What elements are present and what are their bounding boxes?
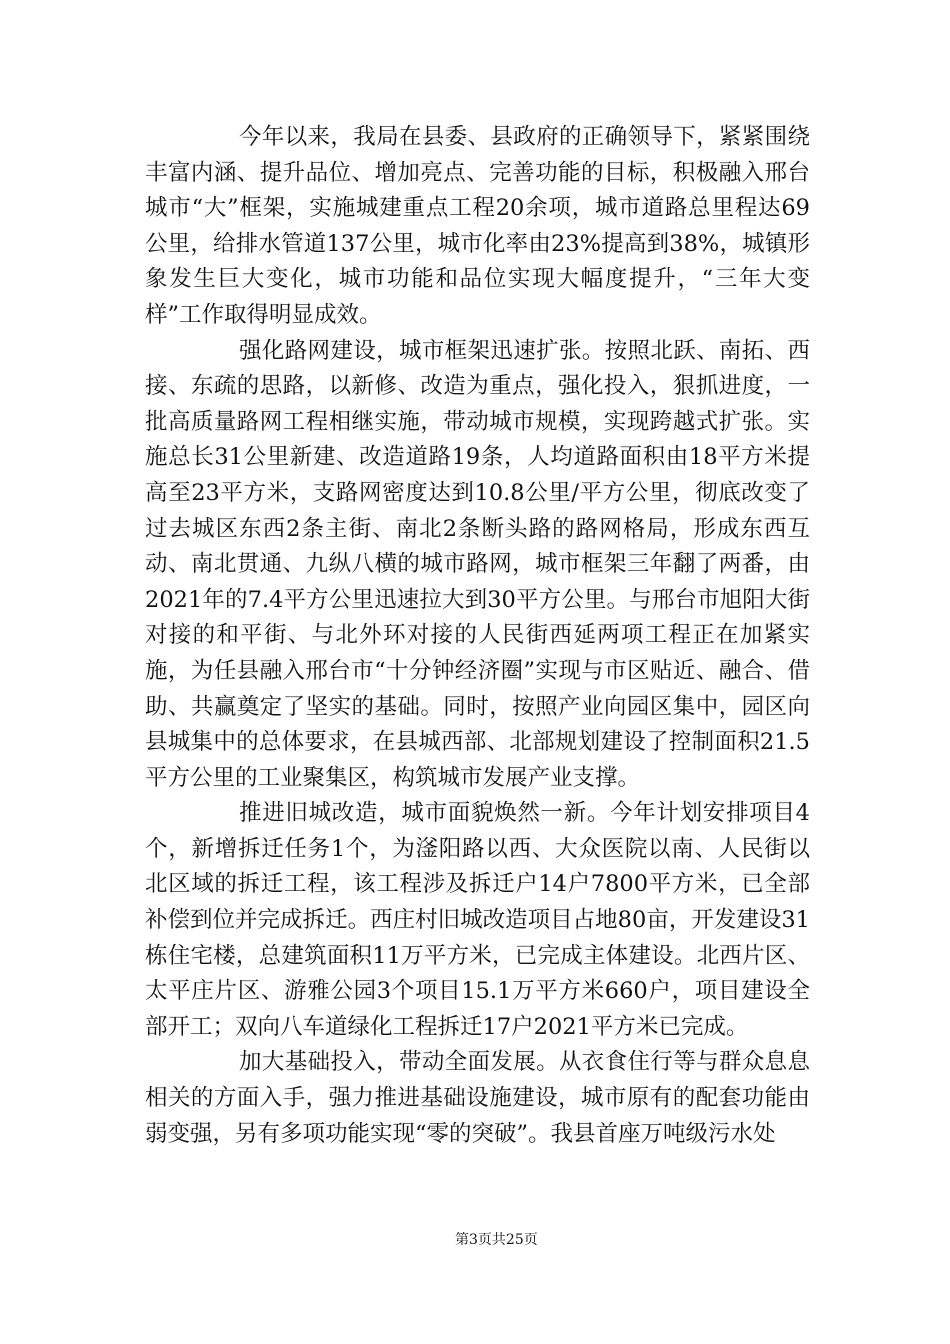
paragraph-old-city-renovation: 推进旧城改造，城市面貌焕然一新。今年计划安排项目4个，新增拆迁任务1个，为滏阳路以西、大众医院以南、人民街以北区域的拆迁工程，该工程涉及拆迁户14户7800平方米，已全部补偿到位并完成拆迁。西庄村旧城改造项目占地80亩，开发建设31栋住宅楼，总建筑面积11万平方米，已完成主体建设。北西片区、太平庄片区、游雅公园3个项目15.1万平方米660户，项目建设全部开工；双向八车道绿化工程拆迁17户2021平方米已完成。 — [145, 800, 810, 1040]
paragraph-intro: 今年以来，我局在县委、县政府的正确领导下，紧紧围绕丰富内涵、提升品位、增加亮点、完善功能的目标，积极融入邢台城市“大”框架，实施城建重点工程20余项，城市道路总里程达69公里，给排水管道137公里，城市化率由23%提高到38%，城镇形象发生巨大变化，城市功能和品位实现大幅度提升，“三年大变样”工作取得明显成效。 — [145, 124, 810, 328]
page-number-footer: 第3页共25页 — [455, 1232, 538, 1248]
document-body — [145, 120, 810, 1152]
paragraph-road-network: 强化路网建设，城市框架迅速扩张。按照北跃、南拓、西接、东疏的思路，以新修、改造为重点，强化投入，狠抓进度，一批高质量路网工程相继实施，带动城市规模，实现跨越式扩张。实施总长31公里新建、改造道路19条，人均道路面积由18平方米提高至23平方米，支路网密度达到10.8公里/平方公里，彻底改变了过去城区东西2条主街、南北2条断头路的路网格局，形成东西互动、南北贯通、九纵八横的城市路网，城市框架三年翻了两番，由2021年的7.4平方公里迅速拉大到30平方公里。与邢台市旭阳大街对接的和平街、与北外环对接的人民街西延两项工程正在加紧实施，为任县融入邢台市“十分钟经济圈”实现与市区贴近、融合、借助、共赢奠定了坚实的基础。同时，按照产业向园区集中，园区向县城集中的总体要求，在县城西部、北部规划建设了控制面积21.5平方公里的工业聚集区，构筑城市发展产业支撑。 — [145, 337, 810, 791]
paragraph-infrastructure: 加大基础投入，带动全面发展。从衣食住行等与群众息息相关的方面入手，强力推进基础设施建设，城市原有的配套功能由弱变强，另有多项功能实现“零的突破”。我县首座万吨级污水处 — [145, 1049, 810, 1147]
